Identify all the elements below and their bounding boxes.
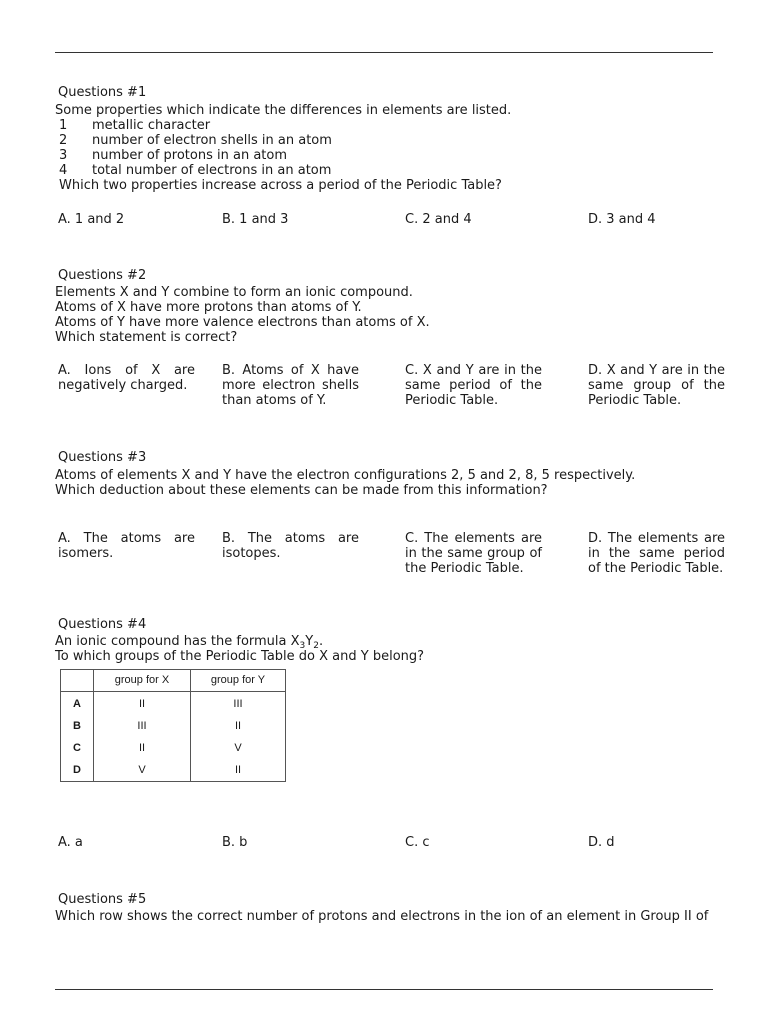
question-line: Atoms of Y have more valence electrons than atoms of X.: [55, 315, 430, 330]
table-cell: III: [94, 715, 191, 737]
answer-option-b[interactable]: B. 1 and 3: [222, 212, 289, 227]
table-cell: A: [61, 692, 94, 716]
table-row: [61, 759, 286, 782]
formula-subscript: 2: [313, 641, 319, 651]
formula-subscript: 3: [299, 641, 306, 651]
question-body: [55, 468, 725, 498]
question-body: [55, 103, 725, 193]
answer-option-b[interactable]: B. b: [222, 835, 248, 850]
table-cell: III: [191, 692, 286, 716]
answer-option-a[interactable]: A. 1 and 2: [58, 212, 125, 227]
question-title: Questions #3: [58, 450, 147, 465]
table-header-cell: [61, 670, 94, 692]
table-header-cell: group for Y: [191, 670, 286, 692]
question-title: Questions #5: [58, 892, 147, 907]
question-prompt: Which deduction about these elements can be made from this information?: [55, 483, 548, 498]
answer-option-a[interactable]: A. The atoms are isomers.: [58, 531, 195, 561]
formula-line: [55, 634, 725, 649]
list-item: [55, 118, 725, 133]
list-text: number of protons in an atom: [92, 148, 287, 163]
table-cell: II: [94, 737, 191, 759]
list-text: total number of electrons in an atom: [92, 163, 332, 178]
table-cell: V: [94, 759, 191, 782]
question-prompt: Which statement is correct?: [55, 330, 238, 345]
table-cell: C: [61, 737, 94, 759]
table-header-row: [61, 670, 286, 692]
answer-option-b[interactable]: B. The atoms are isotopes.: [222, 531, 359, 561]
table-header-cell: group for X: [94, 670, 191, 692]
question-intro: Some properties which indicate the differences in elements are listed.: [55, 103, 512, 118]
question-title: Questions #2: [58, 268, 147, 283]
bottom-rule: [55, 989, 713, 990]
list-number: 1: [59, 118, 68, 133]
answer-option-c[interactable]: C. The elements are in the same group of the Periodic Table.: [405, 531, 542, 576]
list-text: metallic character: [92, 118, 211, 133]
list-item: [55, 133, 725, 148]
question-prompt: To which groups of the Periodic Table do X and Y belong?: [55, 649, 425, 664]
question-title: Questions #4: [58, 617, 147, 632]
answer-option-d[interactable]: D. d: [588, 835, 615, 850]
list-item: [55, 148, 725, 163]
list-number: 4: [59, 163, 68, 178]
formula-prefix: An ionic compound has the formula X: [55, 634, 300, 649]
list-number: 2: [59, 133, 68, 148]
table-cell: V: [191, 737, 286, 759]
table-cell: B: [61, 715, 94, 737]
top-rule: [55, 52, 713, 53]
question-title: Questions #1: [58, 85, 147, 100]
table-row: [61, 692, 286, 716]
question-line: Atoms of X have more protons than atoms of Y.: [55, 300, 362, 315]
answer-option-a[interactable]: A. a: [58, 835, 83, 850]
question-prompt: Which two properties increase across a period of the Periodic Table?: [59, 178, 502, 193]
groups-table: [60, 669, 286, 782]
table-row: [61, 715, 286, 737]
question-line: Atoms of elements X and Y have the electron configurations 2, 5 and 2, 8, 5 respectively.: [55, 468, 636, 483]
table-cell: II: [191, 715, 286, 737]
formula-suffix: .: [318, 634, 324, 649]
table-row: [61, 737, 286, 759]
question-body: [55, 285, 725, 345]
answer-option-c[interactable]: C. X and Y are in the same period of the Periodic Table.: [405, 363, 542, 408]
answer-option-c[interactable]: C. c: [405, 835, 430, 850]
answer-option-d[interactable]: D. X and Y are in the same group of the Periodic Table.: [588, 363, 725, 408]
question-body: [55, 909, 725, 924]
question-line: Elements X and Y combine to form an ionic compound.: [55, 285, 413, 300]
table-cell: D: [61, 759, 94, 782]
list-number: 3: [59, 148, 68, 163]
answer-option-d[interactable]: D. 3 and 4: [588, 212, 656, 227]
list-item: [55, 163, 725, 178]
table-cell: II: [94, 692, 191, 716]
question-prompt: Which row shows the correct number of protons and electrons in the ion of an element in Group II of: [55, 909, 709, 924]
answer-option-c[interactable]: C. 2 and 4: [405, 212, 472, 227]
list-text: number of electron shells in an atom: [92, 133, 332, 148]
answer-option-d[interactable]: D. The elements are in the same period of the Periodic Table.: [588, 531, 725, 576]
question-body: [55, 634, 725, 664]
answer-option-a[interactable]: A. Ions of X are negatively charged.: [58, 363, 195, 393]
formula-element: Y: [305, 634, 314, 649]
answer-option-b[interactable]: B. Atoms of X have more electron shells than atoms of Y.: [222, 363, 359, 408]
table-cell: II: [191, 759, 286, 782]
